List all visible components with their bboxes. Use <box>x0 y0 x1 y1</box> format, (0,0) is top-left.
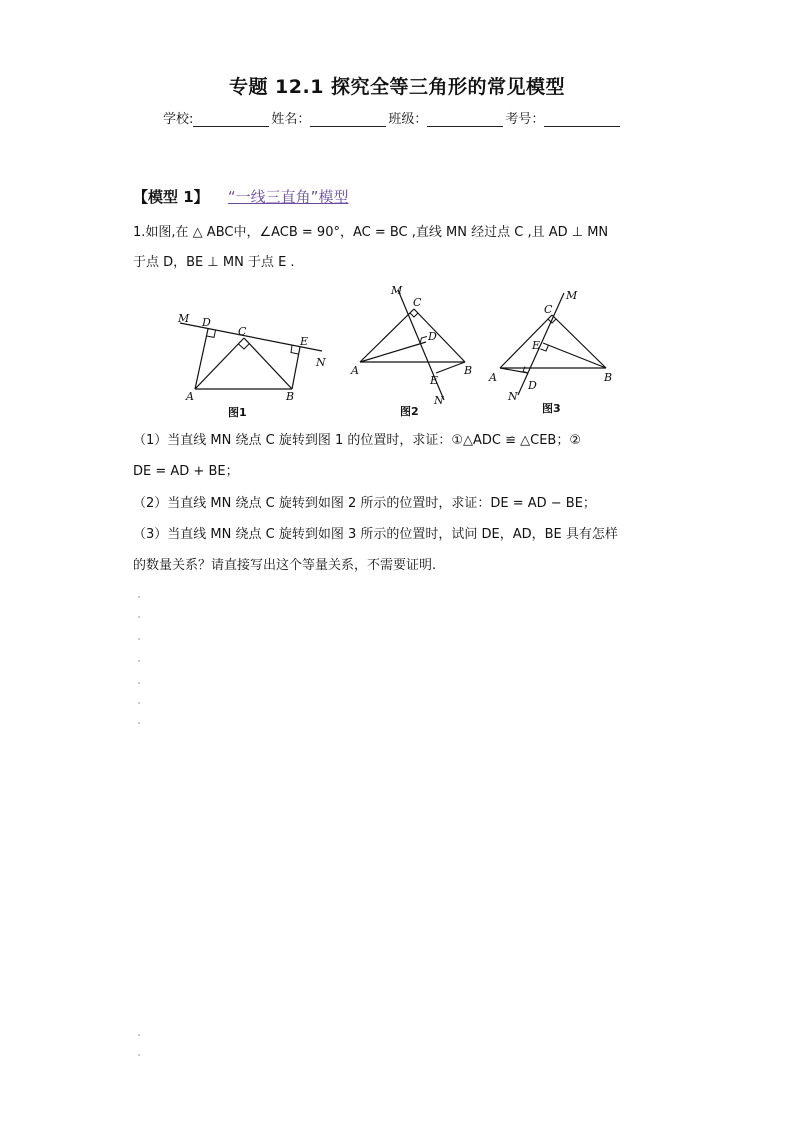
question-2: （2）当直线 MN 绕点 C 旋转到如图 2 所示的位置时，求证：DE = AD − BE； <box>133 496 596 511</box>
fig1-caption: 图1 <box>228 406 247 419</box>
question-1-line-1: （1）当直线 MN 绕点 C 旋转到图 1 的位置时，求证：①△ADC ≌ △CEB；② <box>133 433 582 448</box>
fig2-label-c: C <box>413 296 422 309</box>
answer-space-mark <box>138 638 140 640</box>
school-label: 学校: <box>163 112 194 127</box>
name-blank[interactable] <box>310 112 386 127</box>
class-label: 班级： <box>388 112 428 127</box>
exam-no-blank[interactable] <box>544 112 620 127</box>
section-tag: 【模型 1】 <box>133 188 209 206</box>
section-heading <box>133 186 348 207</box>
fig3-label-a: A <box>489 371 497 384</box>
question-3-line-2: 的数量关系？请直接写出这个等量关系，不需要证明. <box>133 558 437 573</box>
fig3-label-c: C <box>544 303 553 316</box>
answer-space-mark <box>138 722 140 724</box>
answer-space-mark <box>138 616 140 618</box>
answer-space-mark <box>138 1054 140 1056</box>
class-blank[interactable] <box>427 112 503 127</box>
fig2-label-a: A <box>351 364 359 377</box>
answer-space-mark <box>138 702 140 704</box>
answer-space-mark <box>138 660 140 662</box>
fig2-label-e: E <box>430 374 439 387</box>
question-1-line-2: DE = AD + BE； <box>133 464 239 479</box>
fig2-label-d: D <box>428 330 437 343</box>
fig1-label-b: B <box>286 390 295 403</box>
fig1-label-c: C <box>238 325 247 338</box>
fig1-label-a: A <box>186 390 194 403</box>
fig2-label-m: M <box>391 284 403 297</box>
problem-line-2: 于点 D，BE ⊥ MN 于点 E . <box>133 255 295 270</box>
fig2-caption: 图2 <box>400 405 419 418</box>
fig2-label-b: B <box>464 364 473 377</box>
fig3-caption: 图3 <box>542 402 561 415</box>
fig1-label-e: E <box>300 335 309 348</box>
figure-2-diagram <box>348 282 488 422</box>
fig1-label-d: D <box>202 316 211 329</box>
figure-3-diagram <box>486 285 626 420</box>
problem-line-1: 1.如图,在 △ ABC中，∠ACB = 90°，AC = BC ,直线 MN 经过点 C ,且 AD ⊥ MN <box>133 225 609 240</box>
model-name-link[interactable]: “一线三直角”模型 <box>227 188 349 206</box>
page-title: 专题 12.1 探究全等三角形的常见模型 <box>228 76 566 98</box>
student-info-row <box>163 108 622 127</box>
fig3-label-d: D <box>528 379 537 392</box>
answer-space-mark <box>138 1034 140 1036</box>
fig3-label-n: N <box>508 390 518 403</box>
fig3-label-e: E <box>532 339 541 352</box>
fig2-label-n: N <box>434 394 444 407</box>
fig3-label-b: B <box>604 371 613 384</box>
figure-1 <box>170 305 340 424</box>
answer-space-mark <box>138 682 140 684</box>
school-blank[interactable] <box>193 112 269 127</box>
fig1-label-m: M <box>178 312 190 325</box>
question-3-line-1: （3）当直线 MN 绕点 C 旋转到如图 3 所示的位置时，试问 DE，AD，BE 具有怎样 <box>133 527 618 542</box>
exam-no-label: 考号： <box>505 112 545 127</box>
fig3-label-m: M <box>566 289 578 302</box>
answer-space-mark <box>138 596 140 598</box>
figure-1-diagram <box>170 305 340 420</box>
figure-3 <box>486 285 626 424</box>
figure-2 <box>348 282 488 426</box>
name-label: 姓名： <box>271 112 311 127</box>
fig1-label-n: N <box>316 356 326 369</box>
